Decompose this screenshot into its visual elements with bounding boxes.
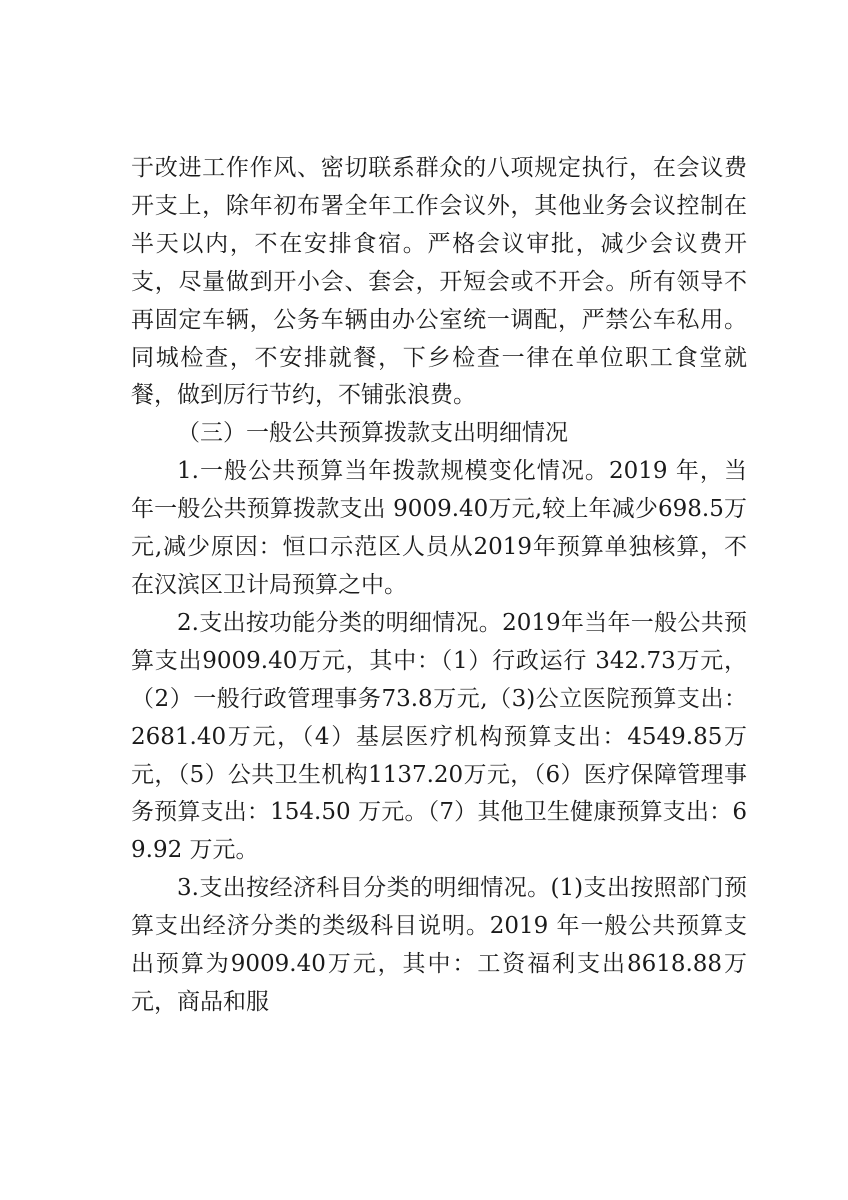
section-heading: （三）一般公共预算拨款支出明细情况: [177, 420, 568, 447]
document-body: [131, 150, 747, 1022]
item-3-economic-classification: 3.支出按经济科目分类的明细情况。(1)支出按照部门预算支出经济分类的类级科目说明。2019 年一般公共预算支出预算为9009.40万元，其中：工资福利支出8618.88万元，商品和服: [131, 875, 747, 1015]
paragraph-meeting-and-vehicle-rules: 于改进工作作风、密切联系群众的八项规定执行，在会议费开支上，除年初布署全年工作会议外，其他业务会议控制在半天以内，不在安排食宿。严格会议审批，减少会议费开支，尽量做到开小会、套会，开短会或不开会。所有领导不再固定车辆，公务车辆由办公室统一调配，严禁公车私用。同城检查，不安排就餐，下乡检查一律在单位职工食堂就餐，做到厉行节约，不铺张浪费。: [131, 155, 747, 409]
item-1-appropriation-scale: 1.一般公共预算当年拨款规模变化情况。2019 年，当年一般公共预算拨款支出 9009.40万元,较上年减少698.5万元,减少原因：恒口示范区人员从2019年预算单独核算，不在汉滨区卫计局预算之中。: [131, 458, 747, 598]
item-2-functional-classification: 2.支出按功能分类的明细情况。2019年当年一般公共预算支出9009.40万元，其中：（1）行政运行 342.73万元，（2）一般行政管理事务73.8万元,（3)公立医院预算支出：2681.40万元，（4）基层医疗机构预算支出：4549.85万元，（5）公共卫生机构1137.20万元，（6）医疗保障管理事务预算支出：154.50 万元。（7）其他卫生健康预算支出：69.92 万元。: [131, 609, 747, 864]
